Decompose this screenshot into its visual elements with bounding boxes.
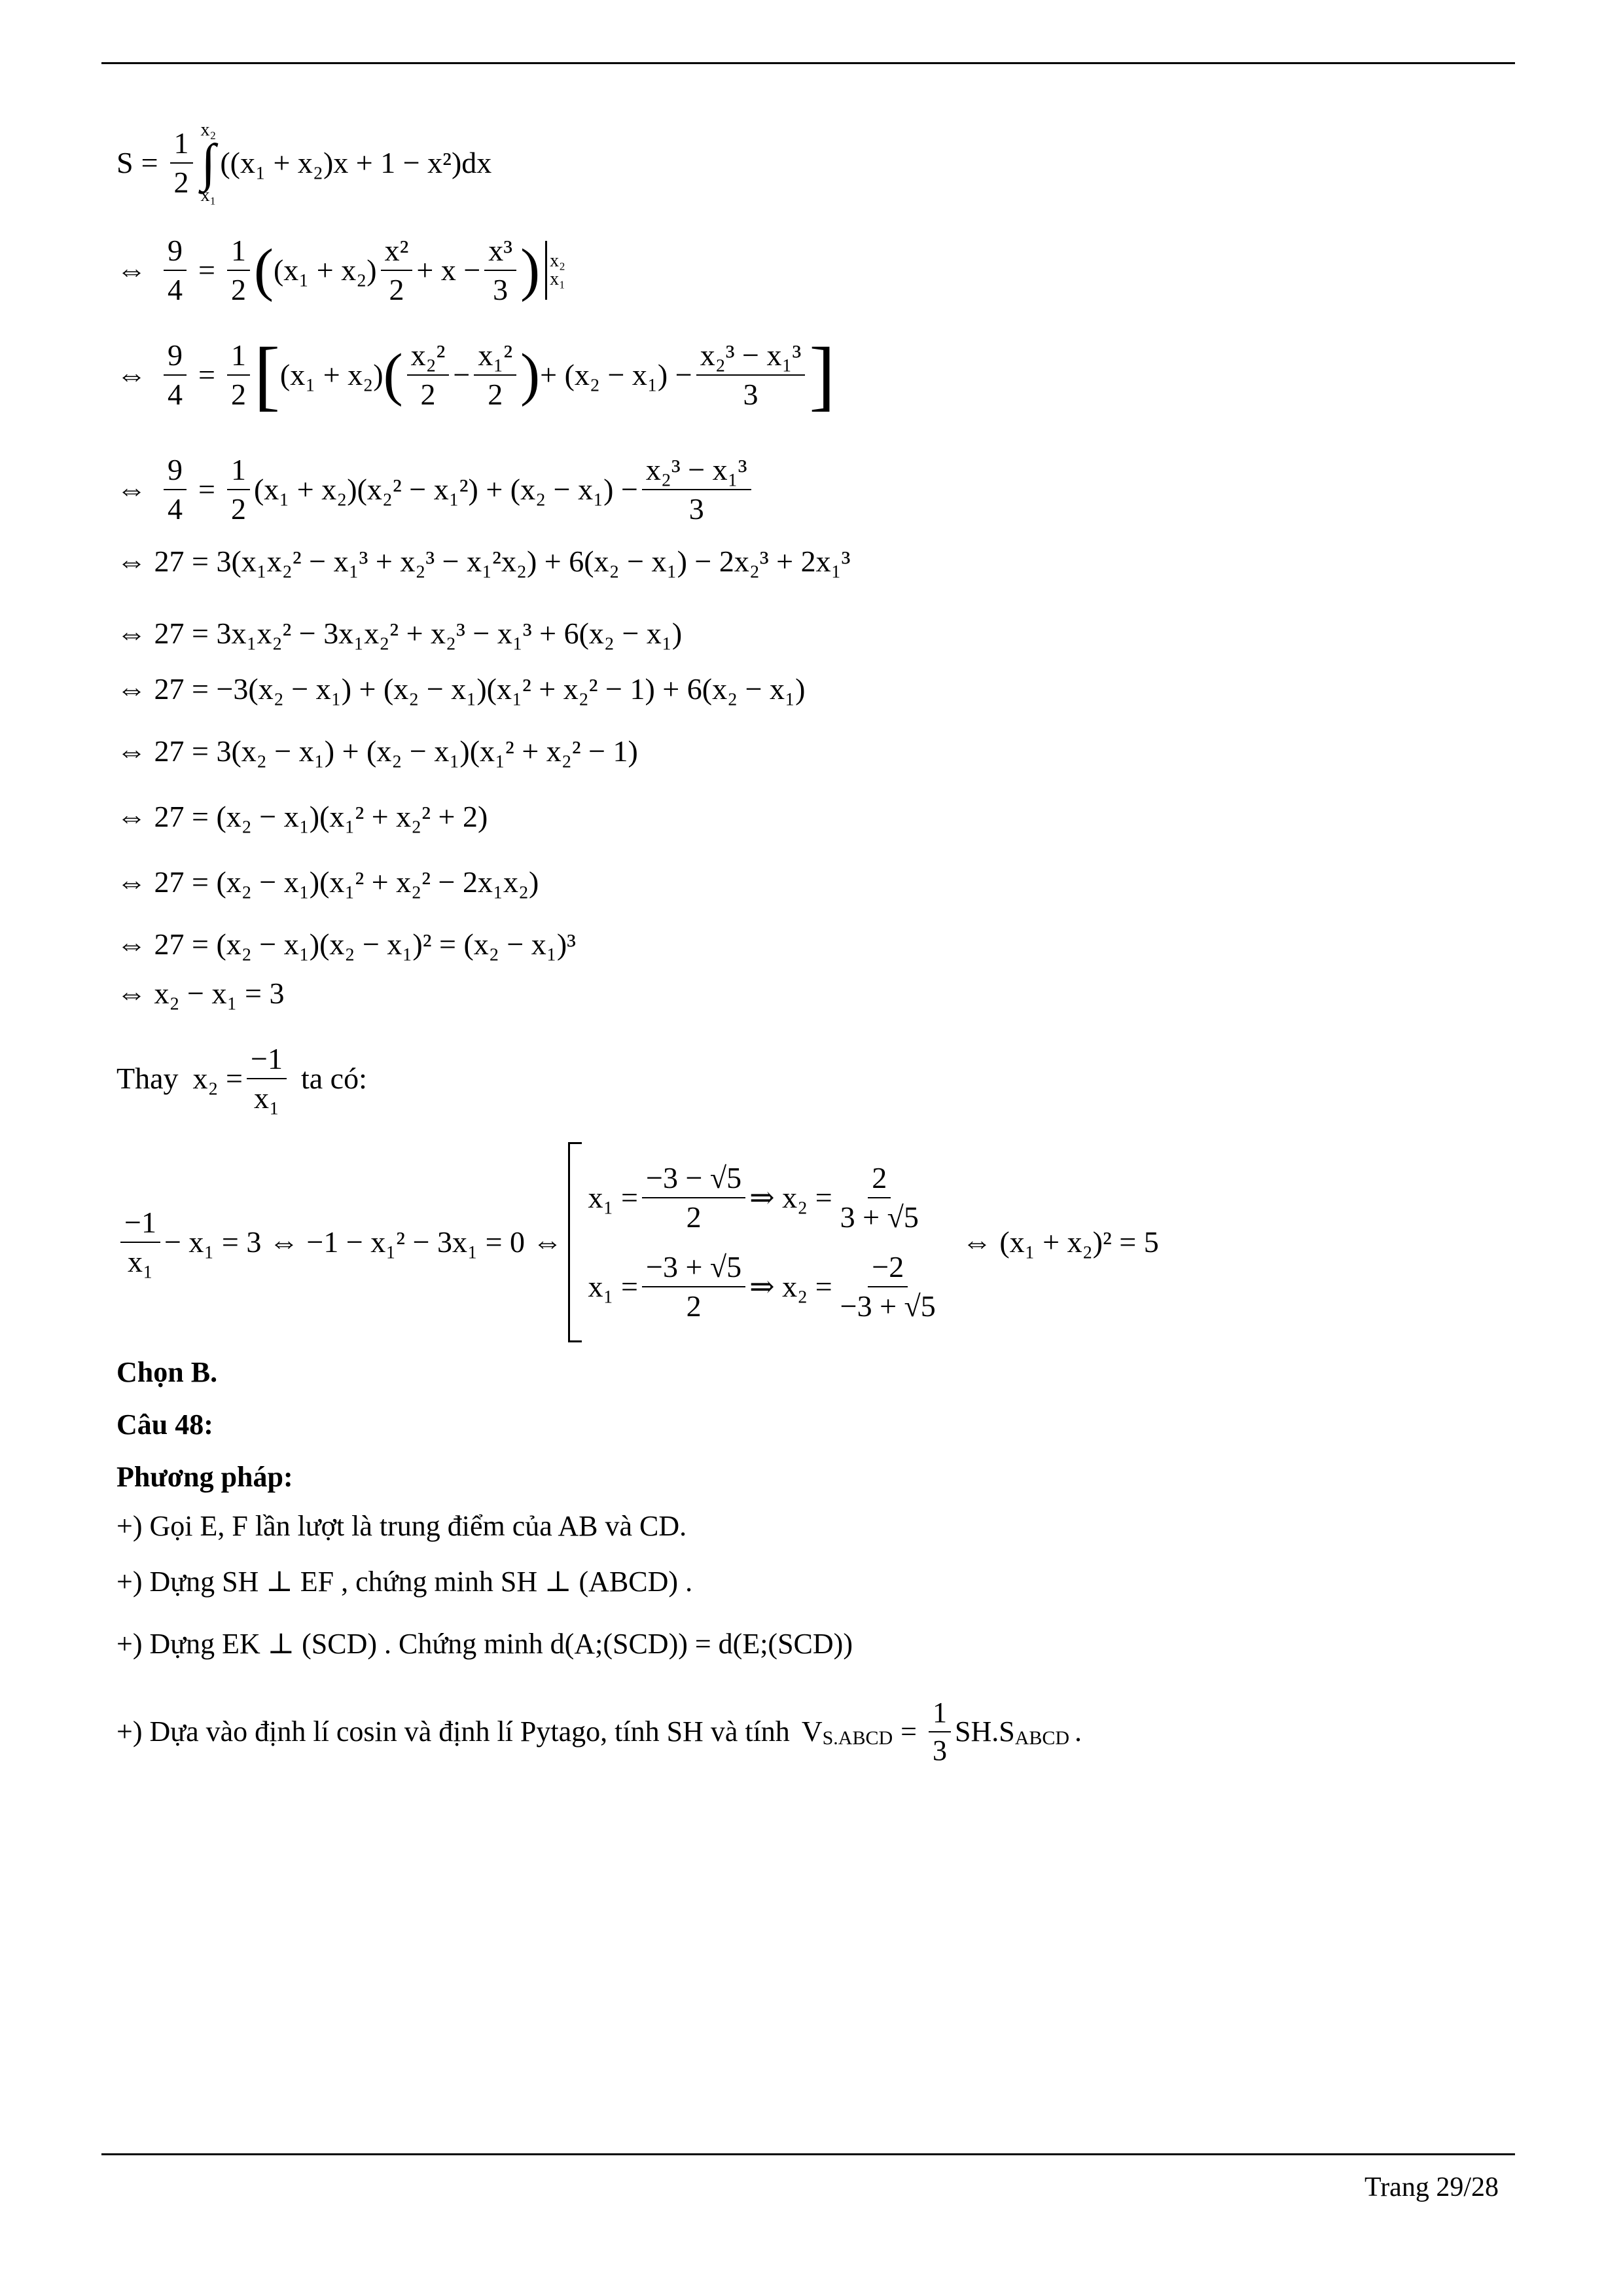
equation-step-7: ⇔ 27 = −3(x₂ − x₁) + (x₂ − x₁)(x₁² + x₂² − 1) + 6(x₂ − x₁) bbox=[116, 672, 806, 706]
math-lhs: S bbox=[116, 146, 134, 179]
page-number: Trang 29/28 bbox=[1364, 2172, 1499, 2202]
equation-integral-area: S = $\frac{1}{2}$ x₂ ∫ x₁ ((x₁ + x₂)x + 1 − x²)dx bbox=[116, 120, 492, 206]
equation-step-4: ⇔ $\frac{9}{4}$ = $\frac{1}{2}$ (x₁ + x₂)(x₂² − x₁²) + (x₂ − x₁) − $\frac{\text{x₂³ − x₁³}}{3}$ bbox=[116, 455, 755, 524]
substitution-line: Thay x₂ = $\frac{-1}{\text{x₁}}$ ta có: bbox=[116, 1042, 367, 1115]
case-1: x₁ = $\frac{-3 - √5}{2}$ ⇒ x₂ = $\frac{2}{3 + √5}$ bbox=[588, 1161, 919, 1234]
header-rule bbox=[101, 62, 1515, 64]
equation-step-8: ⇔ 27 = 3(x₂ − x₁) + (x₂ − x₁)(x₁² + x₂² − 1) bbox=[116, 734, 638, 768]
fraction: $\frac{1}{2}$ bbox=[170, 128, 193, 198]
equation-step-12: ⇔ x₂ − x₁ = 3 bbox=[116, 977, 285, 1010]
method-step-4: +) Dựa vào định lí cosin và định lí Pytago, tính SH và tính V S.ABCD = $\frac{1}{3}$ SH.S ABCD . bbox=[116, 1696, 1082, 1767]
method-step-2: +) Dựng SH ⊥ EF , chứng minh SH ⊥ (ABCD) . bbox=[116, 1566, 693, 1598]
question-heading: Câu 48: bbox=[116, 1408, 213, 1441]
equation-step-3: ⇔ $\frac{9}{4}$ = $\frac{1}{2}$ [ (x₁ + x₂) ( $\frac{\text{x₂²}}{2}$ − $\frac{\text{x₁²}}{2}$ ) + (x₂ − x₁) − $\frac{\text{x₂³ − x₁³}}{3}$ ] bbox=[116, 331, 836, 418]
equation-step-2: ⇔ $\frac{9}{4}$ = $\frac{1}{2}$ ( (x₁ + x₂) $\frac{\text{x²}}{2}$ + x − $\frac{\text{x³}}{3}$ ) x₂ x₁ bbox=[116, 234, 565, 306]
integral-sign: x₂ ∫ x₁ bbox=[200, 120, 217, 206]
equation-step-6: ⇔ 27 = 3x₁x₂² − 3x₁x₂² + x₂³ − x₁³ + 6(x₂ − x₁) bbox=[116, 617, 683, 650]
method-step-3: +) Dựng EK ⊥ (SCD) . Chứng minh d(A;(SCD)) = d(E;(SCD)) bbox=[116, 1628, 853, 1660]
method-heading: Phương pháp: bbox=[116, 1461, 293, 1493]
equation-step-10: ⇔ 27 = (x₂ − x₁)(x₁² + x₂² − 2x₁x₂) bbox=[116, 865, 539, 899]
method-step-1: +) Gọi E, F lần lượt là trung điểm của AB và CD. bbox=[116, 1510, 687, 1542]
case-2: x₁ = $\frac{-3 + √5}{2}$ ⇒ x₂ = $\frac{-2}{-3 + √5}$ bbox=[588, 1250, 936, 1323]
equation-step-5: ⇔ 27 = 3(x₁x₂² − x₁³ + x₂³ − x₁²x₂) + 6(x₂ − x₁) − 2x₂³ + 2x₁³ bbox=[116, 545, 851, 578]
case-bracket bbox=[568, 1142, 944, 1342]
equation-step-11: ⇔ 27 = (x₂ − x₁)(x₂ − x₁)² = (x₂ − x₁)³ bbox=[116, 927, 576, 961]
answer-choice: Chọn B. bbox=[116, 1356, 218, 1388]
equation-system: $\frac{-1}{\text{x₁}}$ − x₁ = 3 ⇔ −1 − x₁² − 3x₁ = 0 ⇔ x₁ = $\frac{-3 - √5}{2}$ ⇒ x₂ = $\frac{2}{3 + √5}$ x₁ = $\frac{-3 + √5}{2}$ ⇒ x₂ = $\frac{-2}{-3 + √5}$ ⇔ (x₁ + x₂)² = 5 bbox=[116, 1142, 1159, 1342]
footer-rule bbox=[101, 2153, 1515, 2155]
integrand: ((x₁ + x₂)x + 1 − x²)dx bbox=[220, 146, 492, 179]
equation-step-9: ⇔ 27 = (x₂ − x₁)(x₁² + x₂² + 2) bbox=[116, 800, 488, 833]
evaluation-bar: x₂ x₁ bbox=[540, 241, 565, 300]
